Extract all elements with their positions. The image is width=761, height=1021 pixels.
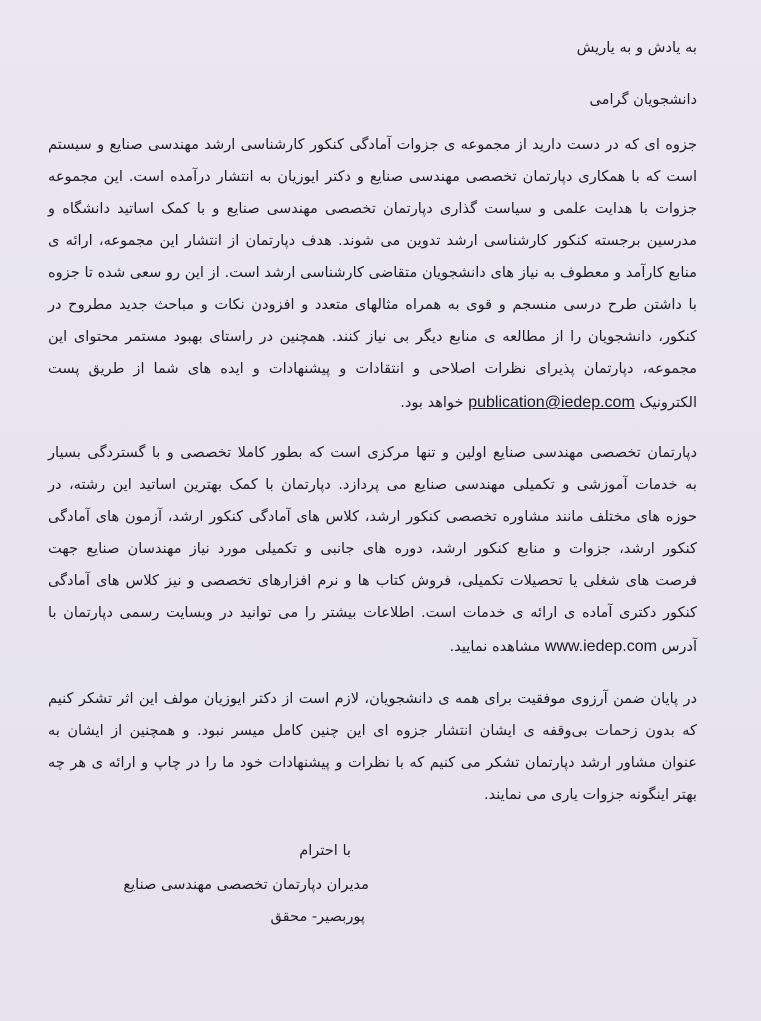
closing: با احترام [299,842,351,859]
paragraph-line: بهتر اینگونه جزوات یاری می نمایند. [483,786,697,803]
email-link[interactable]: publication@iedep.com [468,394,635,411]
paragraph-line: با داشتن طرح درسی منسجم و قوی به همراه مثالهای متعدد و افزودن نکات و مباحث جدید مطروح در [48,296,697,313]
website-line [48,637,697,657]
signer-title: مدیران دپارتمان تخصصی مهندسی صنایع [123,876,369,893]
website-line-prefix: آدرس [661,638,697,655]
paragraph-line: عنوان مشاور ارشد دپارتمان تشکر می کنیم که با نظرات و پیشنهادات خود ما را در چاپ و ارائه ی هر چه [48,754,697,771]
email-line-suffix: خواهد بود. [400,394,464,411]
paragraph-line: مجموعه، دپارتمان پذیرای نظرات اصلاحی و انتقادات و پیشنهادات و ایده های شما از طریق پست [48,360,697,377]
email-line [48,393,697,413]
paragraph-line: است که با همکاری دپارتمان تخصصی مهندسی صنایع و دکتر ایوزیان به انتشار درآمده است. این مجموعه [48,168,697,185]
salutation: دانشجویان گرامی [589,91,697,108]
paragraph-line: کنکور ارشد، جزوات و منابع کنکور ارشد، دوره های جانبی و تکمیلی مورد نیاز مهندسان صنایع جهت [48,540,697,557]
paragraph-line: کنکور، دانشجویان را از مطالعه ی منابع دیگر بی نیاز کنند. همچنین در راستای بهبود مستمر محتوای این [48,328,697,345]
paragraph-line: فرصت های شغلی یا تحصیلات تکمیلی، فروش کتاب ها و نرم افزارهای تخصصی و نیز کلاس های آمادگی [48,572,697,589]
dedication: به یادش و به یاریش [576,39,697,56]
signer-names: پوربصیر- محقق [270,908,365,925]
paragraph-line: در پایان ضمن آرزوی موفقیت برای همه ی دانشجویان، لازم است از دکتر ایوزیان مولف این اثر تشکر کنیم [48,690,697,707]
paragraph-line: جزوات با هدایت علمی و سیاست گذاری دپارتمان تخصصی مهندسی صنایع و با کمک اساتید دانشگاه و [48,200,697,217]
paragraph-line: دپارتمان تخصصی مهندسی صنایع اولین و تنها مرکزی است که بطور کاملا تخصصی و با گستردگی بسیار [48,444,697,461]
paragraph-line: مدرسین برجسته کنکور کارشناسی ارشد تدوین می شوند. هدف دپارتمان از انتشار این مجموعه، ارائه ی [48,232,697,249]
website-link[interactable]: www.iedep.com [544,638,657,655]
paragraph-line: به خدمات آموزشی و تکمیلی مهندسی صنایع می پردازد. دپارتمان با کمک بهترین اساتید این رشته، در [48,476,697,493]
paragraph-line: حوزه های مختلف مانند مشاوره تخصصی کنکور ارشد، کلاس های آمادگی کنکور ارشد، آزمون های آمادگی [48,508,697,525]
email-line-prefix: الکترونیک [639,394,697,411]
paragraph-line: که بدون زحمات بی‌وقفه ی ایشان انتشار جزوه ای این چنین کامل میسر نبود. و همچنین از ایشان به [48,722,697,739]
paragraph-line: منابع کارآمد و معطوف به نیاز های دانشجویان متقاضی کارشناسی ارشد است. از این رو سعی شده تا جزوه [48,264,697,281]
paragraph-line: جزوه ای که در دست دارید از مجموعه ی جزوات آمادگی کنکور کارشناسی ارشد مهندسی صنایع و سیستم [48,136,697,153]
website-line-suffix: مشاهده نمایید. [449,638,541,655]
paragraph-line: کنکور دکتری آماده ی ارائه ی خدمات است. اطلاعات بیشتر را می توانید در وبسایت رسمی دپارتمان با [48,604,697,621]
